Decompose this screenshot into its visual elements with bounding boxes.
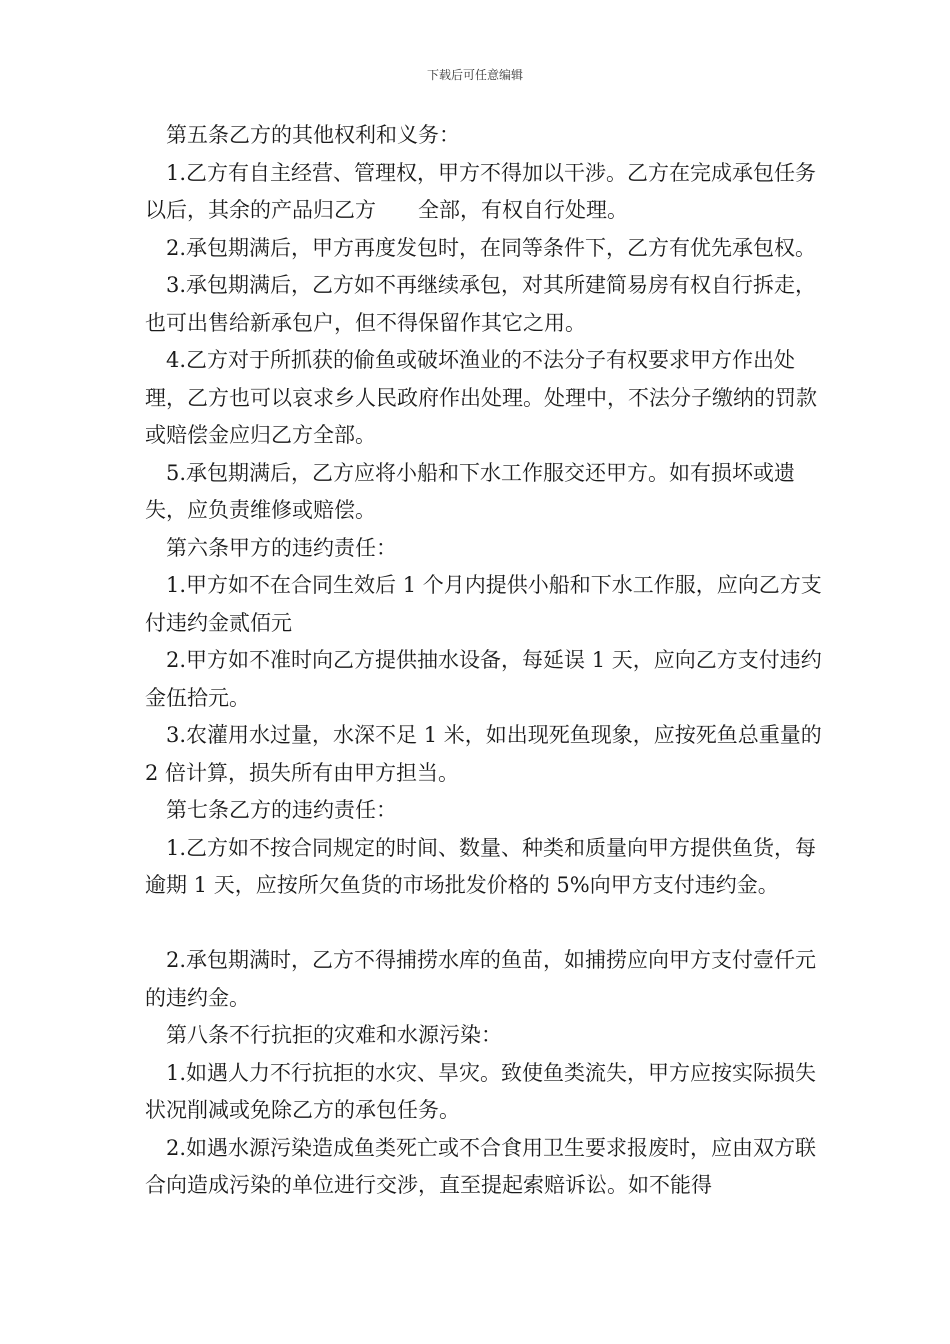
paragraph-clause: 1.乙方如不按合同规定的时间、数量、种类和质量向甲方提供鱼货，每逾期 1 天，应按所欠鱼货的市场批发价格的 5%向甲方支付违约金。 xyxy=(145,835,817,897)
paragraph-clause: 2.承包期满后，甲方再度发包时，在同等条件下，乙方有优先承包权。 xyxy=(166,235,817,260)
paragraph-clause: 1.甲方如不在合同生效后 1 个月内提供小船和下水工作服，应向乙方支付违约金贰佰元 xyxy=(145,573,822,635)
page-header: 下载后可任意编辑 xyxy=(426,68,523,82)
paragraph-clause: 2.如遇水源污染造成鱼类死亡或不合食用卫生要求报废时，应由双方联合向造成污染的单位进行交涉，直至提起索赔诉讼。如不能得 xyxy=(145,1135,817,1197)
paragraph-clause: 2.承包期满时，乙方不得捕捞水库的鱼苗，如捕捞应向甲方支付壹仟元的违约金。 xyxy=(145,948,817,1010)
paragraph-clause: 4.乙方对于所抓获的偷鱼或破坏渔业的不法分子有权要求甲方作出处理，乙方也可以哀求乡人民政府作出处理。处理中，不法分子缴纳的罚款或赔偿金应归乙方全部。 xyxy=(145,348,817,447)
section-heading-article-5: 第五条乙方的其他权利和义务： xyxy=(166,123,460,147)
paragraph-clause: 3.农灌用水过量，水深不足 1 米，如出现死鱼现象，应按死鱼总重量的 2 倍计算，损失所有由甲方担当。 xyxy=(145,723,822,785)
paragraph-clause: 1.乙方有自主经营、管理权，甲方不得加以干涉。乙方在完成承包任务以后，其余的产品归乙方 全部，有权自行处理。 xyxy=(145,160,817,222)
section-heading-article-6: 第六条甲方的违约责任： xyxy=(166,535,397,560)
paragraph-clause: 5.承包期满后，乙方应将小船和下水工作服交还甲方。如有损坏或遗失，应负责维修或赔偿。 xyxy=(145,460,796,522)
section-heading-article-8: 第八条不行抗拒的灾难和水源污染： xyxy=(166,1023,502,1047)
paragraph-clause: 1.如遇人力不行抗拒的水灾、旱灾。致使鱼类流失，甲方应按实际损失状况削减或免除乙方的承包任务。 xyxy=(145,1060,817,1122)
document-body xyxy=(145,117,825,1205)
paragraph-clause: 2.甲方如不准时向乙方提供抽水设备，每延误 1 天，应向乙方支付违约金伍拾元。 xyxy=(145,648,822,710)
paragraph-clause: 3.承包期满后，乙方如不再继续承包，对其所建简易房有权自行拆走，也可出售给新承包户，但不得保留作其它之用。 xyxy=(145,273,817,335)
section-heading-article-7: 第七条乙方的违约责任： xyxy=(166,798,397,822)
